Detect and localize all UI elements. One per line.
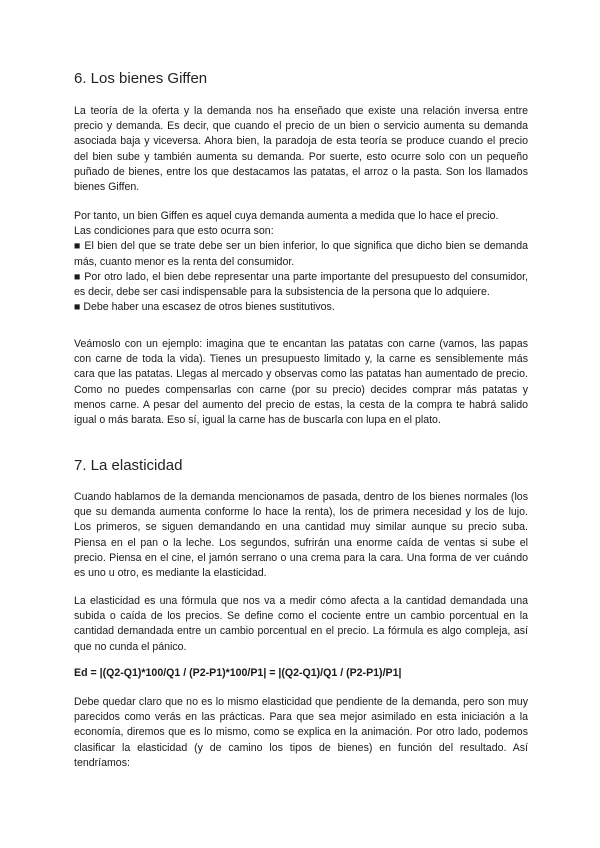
giffen-definition: Por tanto, un bien Giffen es aquel cuya demanda aumenta a medida que lo hace el precio. xyxy=(74,210,499,222)
condition-item-substitutes: ■ Debe haber una escasez de otros bienes sustitutivos. xyxy=(74,301,335,314)
section-6-paragraph-1: La teoría de la oferta y la demanda nos ha enseñado que existe una relación inversa entre precio y demanda. Es decir, que cuando el precio de un bien o servicio aumenta su demanda asociada baja y viceversa. Ahora bien, la paradoja de esta teoría se produce cuando el precio del bien sube y también aumenta su demanda. Por suerte, esto ocurre solo con un pequeño puñado de bienes, entre los que destacamos las patatas, el arroz o la pasta. Son los llamados bienes Giffen. xyxy=(74,105,528,194)
section-7-paragraph-1: Cuando hablamos de la demanda mencionamos de pasada, dentro de los bienes normales (los que su demanda aumenta conforme lo hace la renta), los de primera necesidad y los de lujo. Los primeros, se siguen demandando en una cantidad muy similar aunque su precio suba. Piensa en el pan o la leche. Los segundos, sufrirán una enorme caída de ventas si sube el precio. Piensa en el cine, el jamón serrano o una crema para la cara. Una forma de ver cuándo es uno u otro, es mediante la elasticidad. xyxy=(74,491,528,580)
section-6-paragraph-3: Veámoslo con un ejemplo: imagina que te encantan las patatas con carne (vamos, las papas con carne de toda la vida). Tienes un presupuesto limitado y, la carne es sensiblemente más cara que las patatas. Llegas al mercado y observas como las patatas han aumentado de precio. Como no puedes compensarlas con carne (por su precio) decides comprar más patatas y menos carne. A pesar del aumento del precio de estas, la cesta de la compra te habrá salido igual o más barata. Eso sí, igual la carne has de buscarla con lupa en el plato. xyxy=(74,338,528,427)
section-7-heading: 7. La elasticidad xyxy=(74,457,183,474)
section-6-paragraph-2 xyxy=(74,209,528,315)
section-7-paragraph-3: Debe quedar claro que no es lo mismo elasticidad que pendiente de la demanda, pero son muy parecidos como verás en las prácticas. Para que sea mejor asimilado en esta iniciación a la economía, diremos que es lo mismo, como se explica en la animación. Por otro lado, podemos clasificar la elasticidad (y de camino los tipos de bienes) en función del resultado. Así tendríamos: xyxy=(74,696,528,769)
condition-item-inferior: ■ El bien del que se trate debe ser un bien inferior, lo que significa que dicho bien se demanda más, cuanto menor es la renta del consumidor. xyxy=(74,240,528,268)
conditions-intro: Las condiciones para que esto ocurra son: xyxy=(74,225,274,238)
elasticity-formula: Ed = |(Q2-Q1)*100/Q1 / (P2-P1)*100/P1| = |(Q2-Q1)/Q1 / (P2-P1)/P1| xyxy=(74,667,402,679)
section-6-heading: 6. Los bienes Giffen xyxy=(74,70,208,87)
condition-item-budget: ■ Por otro lado, el bien debe representar una parte importante del presupuesto del consumidor, es decir, debe ser casi indispensable para la subsistencia de la persona que lo adquiere. xyxy=(74,270,528,299)
section-7-paragraph-2: La elasticidad es una fórmula que nos va a medir cómo afecta a la cantidad demandada una subida o caída de los precios. Se define como el cociente entre un cambio porcentual en la cantidad demandada entre un cambio porcentual en el precio. La fórmula es algo compleja, así que no cunda el pánico. xyxy=(74,595,528,653)
